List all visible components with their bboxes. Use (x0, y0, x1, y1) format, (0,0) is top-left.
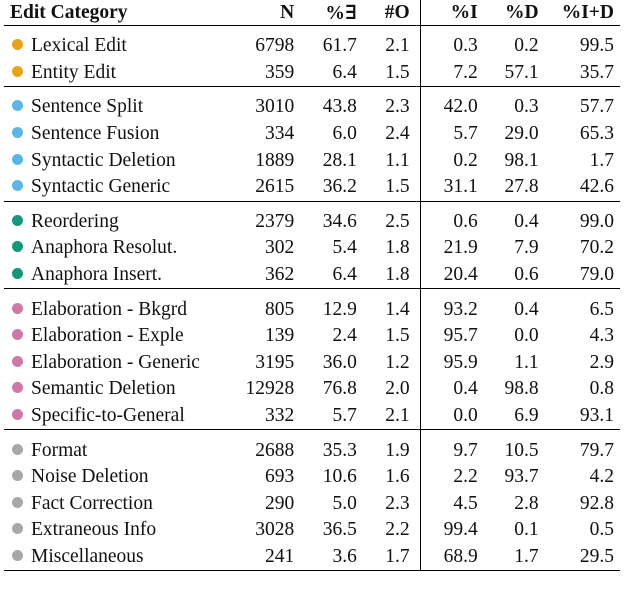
cell-insert-delete-percent: 4.2 (589, 466, 614, 488)
cell-insert-percent: 93.2 (443, 298, 478, 320)
category-label: Format (31, 439, 88, 461)
cell-n: 2379 (255, 210, 295, 232)
category-label: Syntactic Generic (31, 176, 171, 198)
cell-insert-delete-percent: 2.9 (589, 351, 614, 373)
table-row (4, 430, 620, 464)
category-label: Sentence Split (31, 96, 144, 118)
category-color-dot-icon (12, 329, 23, 340)
category-color-dot-icon (12, 382, 23, 393)
cell-edit-category (4, 403, 228, 430)
cell-delete-percent: 93.7 (504, 466, 539, 488)
cell-edit-category (4, 87, 228, 121)
cell-n: 2688 (255, 439, 295, 461)
table-row (4, 517, 620, 544)
category-label: Extraneous Info (31, 519, 157, 541)
cell-insert-percent: 0.4 (453, 378, 478, 400)
cell-edit-category (4, 491, 228, 518)
category-label: Anaphora Insert. (31, 264, 163, 286)
cell-delete-percent: 0.4 (514, 298, 539, 320)
category-color-dot-icon (12, 127, 23, 138)
category-group (4, 87, 620, 201)
category-group (4, 430, 620, 571)
cell-insert-delete-percent: 0.5 (589, 519, 614, 541)
table-row (4, 26, 620, 60)
category-color-dot-icon (12, 39, 23, 50)
cell-n: 334 (265, 123, 295, 145)
cell-num-o: 1.5 (359, 174, 420, 201)
cell-exists-percent: 12.9 (322, 298, 357, 320)
cell-num-o: 1.2 (359, 350, 420, 377)
cell-n: 302 (265, 237, 295, 259)
cell-insert-delete-percent: 1.7 (589, 149, 614, 171)
header-num-o: #O (359, 0, 420, 26)
cell-num-o: 2.3 (359, 491, 420, 518)
category-label: Elaboration - Bkgrd (31, 298, 187, 320)
category-color-dot-icon (12, 66, 23, 77)
cell-delete-percent: 0.0 (514, 325, 539, 347)
cell-n: 241 (265, 545, 295, 567)
cell-n: 805 (265, 298, 295, 320)
cell-exists-percent: 6.4 (332, 264, 357, 286)
cell-num-o: 2.0 (359, 376, 420, 403)
cell-insert-delete-percent: 35.7 (579, 61, 614, 83)
cell-exists-percent: 6.0 (332, 123, 357, 145)
cell-insert-delete-percent: 65.3 (579, 123, 614, 145)
edit-category-table (4, 0, 620, 571)
cell-insert-percent: 95.9 (443, 351, 478, 373)
cell-edit-category (4, 26, 228, 60)
cell-insert-percent: 5.7 (453, 123, 478, 145)
cell-insert-percent: 0.2 (453, 149, 478, 171)
category-color-dot-icon (12, 444, 23, 455)
category-label: Syntactic Deletion (31, 149, 176, 171)
cell-n: 359 (265, 61, 295, 83)
cell-exists-percent: 76.8 (322, 378, 357, 400)
cell-edit-category (4, 376, 228, 403)
table-row (4, 289, 620, 323)
cell-insert-percent: 9.7 (453, 439, 478, 461)
header-exists-percent: %∃ (325, 2, 357, 24)
cell-num-o: 2.3 (359, 87, 420, 121)
cell-insert-percent: 0.0 (453, 405, 478, 427)
cell-delete-percent: 98.8 (504, 378, 539, 400)
header-delete-percent: %D (505, 1, 539, 23)
cell-delete-percent: 57.1 (504, 61, 539, 83)
category-color-dot-icon (12, 409, 23, 420)
category-color-dot-icon (12, 215, 23, 226)
cell-insert-percent: 7.2 (453, 61, 478, 83)
cell-num-o: 1.4 (359, 289, 420, 323)
cell-insert-delete-percent: 99.5 (579, 35, 614, 57)
category-color-dot-icon (12, 470, 23, 481)
cell-num-o: 2.1 (359, 403, 420, 430)
cell-insert-delete-percent: 70.2 (579, 237, 614, 259)
category-label: Lexical Edit (31, 35, 127, 57)
cell-delete-percent: 6.9 (514, 405, 539, 427)
cell-n: 290 (265, 492, 295, 514)
category-color-dot-icon (12, 180, 23, 191)
cell-exists-percent: 5.0 (332, 492, 357, 514)
cell-insert-percent: 2.2 (453, 466, 478, 488)
cell-insert-delete-percent: 57.7 (579, 96, 614, 118)
cell-insert-delete-percent: 4.3 (589, 325, 614, 347)
cell-insert-percent: 20.4 (443, 264, 478, 286)
cell-edit-category (4, 544, 228, 571)
cell-delete-percent: 0.6 (514, 264, 539, 286)
cell-exists-percent: 3.6 (332, 545, 357, 567)
category-label: Elaboration - Exple (31, 325, 184, 347)
cell-insert-delete-percent: 99.0 (579, 210, 614, 232)
cell-edit-category (4, 517, 228, 544)
table-row (4, 235, 620, 262)
cell-edit-category (4, 201, 228, 235)
category-label: Sentence Fusion (31, 123, 160, 145)
cell-insert-percent: 31.1 (443, 176, 478, 198)
category-color-dot-icon (12, 154, 23, 165)
cell-exists-percent: 5.4 (332, 237, 357, 259)
header-n: N (280, 1, 295, 23)
cell-insert-percent: 21.9 (443, 237, 478, 259)
cell-num-o: 1.9 (359, 430, 420, 464)
cell-edit-category (4, 121, 228, 148)
cell-insert-percent: 4.5 (453, 492, 478, 514)
cell-insert-delete-percent: 79.7 (579, 439, 614, 461)
category-label: Miscellaneous (31, 545, 144, 567)
cell-edit-category (4, 174, 228, 201)
header-insert-percent: %I (450, 1, 478, 23)
table-row (4, 376, 620, 403)
cell-n: 12928 (245, 378, 295, 400)
table-row (4, 60, 620, 87)
table-row (4, 174, 620, 201)
cell-n: 693 (265, 466, 295, 488)
cell-exists-percent: 36.0 (322, 351, 357, 373)
cell-num-o: 1.5 (359, 323, 420, 350)
cell-delete-percent: 7.9 (514, 237, 539, 259)
cell-n: 2615 (255, 176, 295, 198)
cell-edit-category (4, 289, 228, 323)
cell-n: 332 (265, 405, 295, 427)
cell-edit-category (4, 464, 228, 491)
table-row (4, 201, 620, 235)
cell-exists-percent: 10.6 (322, 466, 357, 488)
cell-delete-percent: 0.3 (514, 96, 539, 118)
cell-exists-percent: 43.8 (322, 96, 357, 118)
cell-n: 362 (265, 264, 295, 286)
cell-exists-percent: 2.4 (332, 325, 357, 347)
cell-insert-percent: 42.0 (443, 96, 478, 118)
cell-edit-category (4, 235, 228, 262)
cell-exists-percent: 36.2 (322, 176, 357, 198)
cell-insert-percent: 99.4 (443, 519, 478, 541)
cell-num-o: 2.1 (359, 26, 420, 60)
cell-delete-percent: 27.8 (504, 176, 539, 198)
category-color-dot-icon (12, 268, 23, 279)
category-group (4, 26, 620, 87)
cell-exists-percent: 28.1 (322, 149, 357, 171)
table-row (4, 262, 620, 289)
cell-delete-percent: 0.4 (514, 210, 539, 232)
category-color-dot-icon (12, 356, 23, 367)
category-color-dot-icon (12, 523, 23, 534)
cell-exists-percent: 35.3 (322, 439, 357, 461)
cell-n: 3028 (255, 519, 295, 541)
table-row (4, 491, 620, 518)
header-insert-delete-percent: %I+D (561, 1, 614, 23)
cell-insert-percent: 95.7 (443, 325, 478, 347)
cell-num-o: 1.5 (359, 60, 420, 87)
category-color-dot-icon (12, 100, 23, 111)
category-label: Semantic Deletion (31, 378, 176, 400)
cell-insert-delete-percent: 92.8 (579, 492, 614, 514)
cell-num-o: 1.7 (359, 544, 420, 571)
cell-delete-percent: 2.8 (514, 492, 539, 514)
category-label: Entity Edit (31, 61, 117, 83)
category-color-dot-icon (12, 241, 23, 252)
cell-delete-percent: 98.1 (504, 149, 539, 171)
cell-num-o: 1.1 (359, 147, 420, 174)
cell-delete-percent: 0.1 (514, 519, 539, 541)
category-label: Anaphora Resolut. (31, 237, 178, 259)
cell-n: 139 (265, 325, 295, 347)
cell-insert-delete-percent: 79.0 (579, 264, 614, 286)
cell-exists-percent: 34.6 (322, 210, 357, 232)
category-label: Elaboration - Generic (31, 351, 200, 373)
cell-insert-percent: 0.6 (453, 210, 478, 232)
header-edit-category: Edit Category (10, 1, 128, 23)
category-color-dot-icon (12, 303, 23, 314)
table-row (4, 87, 620, 121)
table-row (4, 544, 620, 571)
cell-insert-delete-percent: 29.5 (579, 545, 614, 567)
cell-num-o: 2.4 (359, 121, 420, 148)
category-label: Reordering (31, 210, 119, 232)
cell-edit-category (4, 430, 228, 464)
cell-num-o: 2.5 (359, 201, 420, 235)
cell-delete-percent: 0.2 (514, 35, 539, 57)
category-group (4, 289, 620, 430)
cell-delete-percent: 10.5 (504, 439, 539, 461)
cell-n: 1889 (255, 149, 295, 171)
cell-n: 6798 (255, 35, 295, 57)
cell-n: 3195 (255, 351, 295, 373)
cell-exists-percent: 61.7 (322, 35, 357, 57)
cell-edit-category (4, 350, 228, 377)
cell-delete-percent: 29.0 (504, 123, 539, 145)
category-color-dot-icon (12, 497, 23, 508)
cell-insert-delete-percent: 0.8 (589, 378, 614, 400)
header-row (4, 0, 620, 26)
table-row (4, 350, 620, 377)
category-label: Specific-to-General (31, 405, 185, 427)
cell-exists-percent: 6.4 (332, 61, 357, 83)
cell-edit-category (4, 323, 228, 350)
table-row (4, 121, 620, 148)
cell-num-o: 1.8 (359, 235, 420, 262)
category-label: Fact Correction (31, 492, 153, 514)
cell-insert-delete-percent: 42.6 (579, 176, 614, 198)
cell-insert-delete-percent: 93.1 (579, 405, 614, 427)
cell-num-o: 2.2 (359, 517, 420, 544)
table-row (4, 147, 620, 174)
cell-edit-category (4, 147, 228, 174)
cell-edit-category (4, 60, 228, 87)
cell-edit-category (4, 262, 228, 289)
cell-n: 3010 (255, 96, 295, 118)
cell-insert-delete-percent: 6.5 (589, 298, 614, 320)
cell-num-o: 1.6 (359, 464, 420, 491)
category-group (4, 201, 620, 289)
cell-delete-percent: 1.1 (514, 351, 539, 373)
category-color-dot-icon (12, 550, 23, 561)
cell-delete-percent: 1.7 (514, 545, 539, 567)
cell-num-o: 1.8 (359, 262, 420, 289)
cell-insert-percent: 0.3 (453, 35, 478, 57)
cell-insert-percent: 68.9 (443, 545, 478, 567)
table-row (4, 403, 620, 430)
category-label: Noise Deletion (31, 466, 149, 488)
table-row (4, 323, 620, 350)
cell-exists-percent: 36.5 (322, 519, 357, 541)
table-row (4, 464, 620, 491)
cell-exists-percent: 5.7 (332, 405, 357, 427)
